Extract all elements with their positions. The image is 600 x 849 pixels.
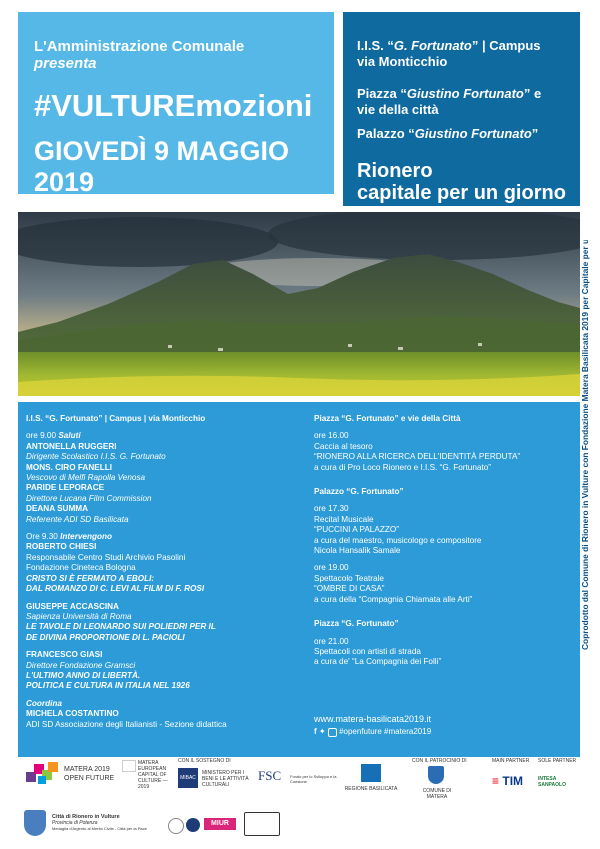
- event-subtitle: “OMBRE DI CASA”: [314, 584, 385, 594]
- matera-shield-icon: [428, 766, 444, 784]
- ministero-text: MINISTERO PER I BENI E LE ATTIVITÀ CULTURALI: [202, 770, 249, 788]
- matera-2019-logo: [26, 760, 118, 790]
- comune-matera-logo: [412, 766, 462, 800]
- links-block: [314, 714, 554, 738]
- fsc-icon: FSC: [258, 768, 282, 783]
- program-panel: [18, 402, 580, 757]
- event-title: Recital Musicale: [314, 514, 374, 524]
- header-right-panel: [343, 12, 580, 206]
- regione-logo: [344, 764, 398, 794]
- event-date: GIOVEDÌ 9 MAGGIO 2019: [34, 136, 290, 197]
- speaker-role: Referente ADI SD Basilicata: [26, 514, 129, 524]
- eu-capital-logo: [122, 760, 170, 794]
- hashtags: #openfuture #matera2019: [339, 727, 432, 737]
- speaker-name: ANTONELLA RUGGERI: [26, 441, 117, 451]
- instagram-icon[interactable]: [328, 728, 337, 737]
- event-time: ore 21.00: [314, 636, 349, 646]
- twitter-icon[interactable]: ✦: [318, 727, 326, 737]
- caption: Rionero capitale per un giorno: [357, 160, 566, 204]
- venue-1: I.I.S. “G. Fortunato” | Campus via Monticchio: [357, 38, 541, 69]
- talk-title: DE DIVINA PROPORTIONE DI L. PACIOLI: [26, 632, 185, 642]
- event-title: Spettacolo Teatrale: [314, 573, 384, 583]
- talk-title: CRISTO SI È FERMATO A EBOLI:: [26, 573, 155, 583]
- republic-emblem-icon: [168, 818, 184, 834]
- event-organizer: a cura del maestro, musicologo e compositore: [314, 535, 482, 545]
- talk-title: POLITICA E CULTURA IN ITALIA NEL 1926: [26, 681, 190, 691]
- sponsor-logos: [18, 760, 582, 846]
- presenter-line: L'Amministrazione Comunale: [34, 38, 245, 55]
- tim-logo: ≡ TIM: [492, 774, 524, 788]
- event-time: ore 17.30: [314, 504, 349, 514]
- rionero-prov: Provincia di Potenza: [52, 820, 98, 826]
- landscape-photo: [18, 212, 580, 396]
- side-credit-svg: [572, 240, 596, 660]
- event-organizer: a cura di Pro Loco Rionero e I.I.S. “G. Fortunato”: [314, 462, 492, 472]
- website-link[interactable]: www.matera-basilicata2019.it: [314, 714, 432, 724]
- matera-line1: MATERA 2019: [64, 766, 110, 773]
- event-subtitle: “PUCCINI A PALAZZO”: [314, 525, 399, 535]
- speaker-role: Sapienza Università di Roma: [26, 611, 132, 621]
- coordinator-label: Coordina: [26, 698, 62, 708]
- section-heading: I.I.S. “G. Fortunato” | Campus | via Monticchio: [26, 414, 206, 423]
- speaker-name: PARIDE LEPORACE: [26, 483, 105, 493]
- speaker-role: Dirigente Scolastico I.I.S. G. Fortunato: [26, 452, 166, 462]
- mountain-landscape-image: [18, 212, 580, 396]
- comune-matera-text: COMUNE DI MATERA: [422, 788, 452, 800]
- presents-line: presenta: [34, 55, 97, 72]
- venue-3: Palazzo “Giustino Fortunato”: [357, 126, 539, 141]
- time-slot: Ore 9.30 Intervengono: [26, 532, 112, 542]
- speaker-name: MICHELA COSTANTINO: [26, 709, 119, 719]
- sostegno-label: CON IL SOSTEGNO DI: [178, 758, 231, 764]
- program-right-column: [314, 414, 554, 668]
- event-time: ore 16.00: [314, 431, 349, 441]
- social-row: [314, 727, 554, 737]
- sole-partner-label: SOLE PARTNER: [538, 758, 577, 764]
- event-organizer: a cura de' “La Compagnia dei Folli”: [314, 657, 442, 667]
- event-title: Caccia al tesoro: [314, 441, 373, 451]
- speaker-role: Responsabile Centro Studi Archivio Pasolini: [26, 552, 186, 562]
- side-credit-text: Coprodotto dal Comune di Rionero in Vulture con Fondazione Matera Basilicata 2019 per Capitale per un giorno: [580, 240, 590, 650]
- rionero-sub: Medaglia d'Argento al Merito Civile - Città per la Pace: [52, 826, 147, 831]
- section-heading: Piazza “G. Fortunato”: [314, 619, 399, 629]
- rionero-crest-icon: [24, 810, 46, 836]
- mibac-icon: MIBAC: [178, 768, 198, 788]
- speaker-name: MONS. CIRO FANELLI: [26, 462, 112, 472]
- speaker-role: Fondazione Cineteca Bologna: [26, 563, 136, 573]
- talk-title: DAL ROMANZO DI C. LEVI AL FILM DI F. ROSI: [26, 584, 205, 594]
- program-left-column: [26, 414, 306, 730]
- section-heading: Palazzo “G. Fortunato”: [314, 487, 404, 497]
- mibac-logo: [178, 766, 258, 796]
- eu-capital-text: MATERA EUROPEAN CAPITAL OF CULTURE — 2019: [138, 760, 168, 790]
- school-building-icon: [244, 812, 280, 836]
- speaker-role: ADI SD Associazione degli Italianisti - Sezione didattica: [26, 719, 227, 729]
- regione-text: REGIONE BASILICATA: [344, 786, 398, 792]
- event-title: #VULTUREmozioni: [34, 88, 313, 123]
- patrocinio-label: CON IL PATROCINIO DI: [412, 758, 467, 764]
- facebook-icon[interactable]: f: [314, 727, 317, 737]
- event-organizer: a cura della “Compagnia Chiamata alle Arti”: [314, 594, 473, 604]
- event-organizer: Nicola Hansalik Samale: [314, 546, 401, 556]
- header-left-panel: [18, 12, 334, 197]
- miur-logo: MIUR: [204, 818, 236, 830]
- intesa-logo: INTESA SANPAOLO: [538, 776, 566, 788]
- matera-colors-icon: [26, 760, 60, 788]
- speaker-role: Direttore Fondazione Gramsci: [26, 660, 136, 670]
- event-title: Spettacoli con artisti di strada: [314, 646, 421, 656]
- speaker-role: Vescovo di Melfi Rapolla Venosa: [26, 473, 146, 483]
- fsc-logo: [258, 768, 340, 794]
- talk-title: L'ULTIMO ANNO DI LIBERTÀ.: [26, 670, 141, 680]
- talk-title: LE TAVOLE DI LEONARDO SUI POLIEDRI PER IL: [26, 622, 216, 632]
- eu-emblem-icon: [186, 818, 200, 832]
- speaker-name: GIUSEPPE ACCASCINA: [26, 601, 119, 611]
- speaker-role: Direttore Lucana Film Commission: [26, 493, 152, 503]
- section-heading: Piazza “G. Fortunato” e vie della Città: [314, 414, 461, 423]
- rionero-name: Città di Rionero in Vulture: [52, 814, 120, 820]
- main-partner-label: MAIN PARTNER: [492, 758, 530, 764]
- rionero-block: [52, 814, 162, 832]
- time-slot: ore 9.00 Saluti: [26, 431, 81, 441]
- fsc-text: Fondo per lo Sviluppo e la Coesione: [290, 774, 337, 784]
- event-time: ore 19.00: [314, 563, 349, 573]
- tim-text: TIM: [502, 774, 524, 788]
- side-credit: [572, 240, 596, 660]
- matera-line2: OPEN FUTURE: [64, 775, 115, 782]
- speaker-name: FRANCESCO GIASI: [26, 650, 103, 660]
- speaker-name: ROBERTO CHIESI: [26, 542, 97, 552]
- event-subtitle: “RIONERO ALLA RICERCA DELL'IDENTITÀ PERDUTA”: [314, 452, 521, 462]
- regione-icon: [361, 764, 381, 782]
- speaker-name: DEANA SUMMA: [26, 504, 89, 514]
- venue-2: Piazza “Giustino Fortunato” e vie della città: [357, 86, 542, 117]
